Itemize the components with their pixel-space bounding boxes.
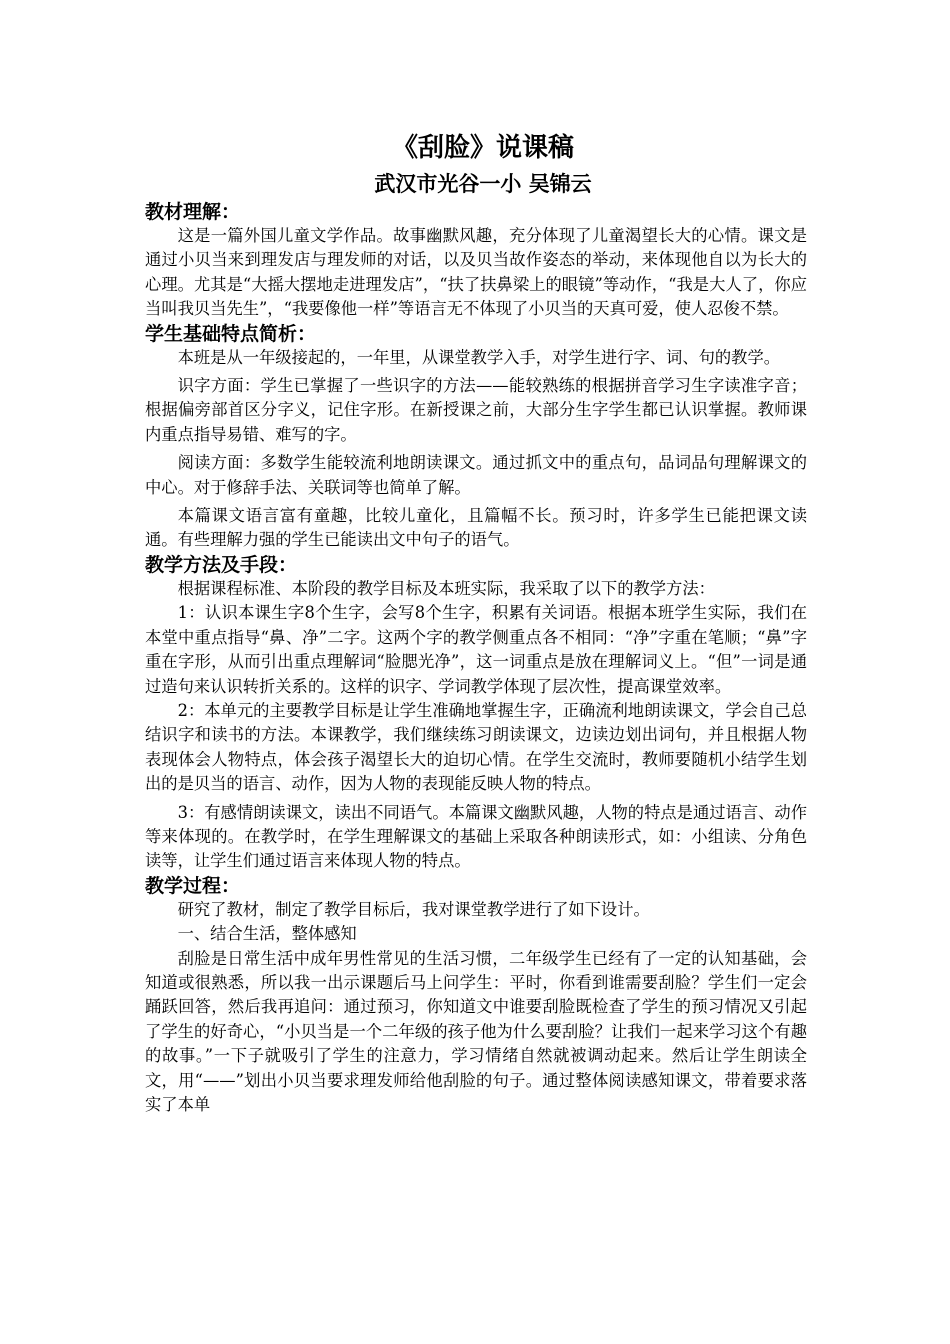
paragraph: 刮脸是日常生活中成年男性常见的生活习惯，二年级学生已经有了一定的认知基础，会知道或很熟悉，所以我一出示课题后马上问学生：平时，你看到谁需要刮脸？学生们一定会踊跃回答，然后我再追问：通过预习，你知道文中谁要刮脸既检查了学生的预习情况又引起了学生的好奇心，“小贝当是一个二年级的孩子他为什么要刮脸？让我们一起来学习这个有趣的故事。”一下子就吸引了学生的注意力，学习情绪自然就被调动起来。然后让学生朗读全文，用“——”划出小贝当要求理发师给他刮脸的句子。通过整体阅读感知课文，带着要求落实了本单 — [145, 948, 807, 1114]
document-page — [145, 128, 807, 1117]
paragraph: 1：认识本课生字8个生字，会写8个生字，积累有关词语。根据本班学生实际，我们在本堂中重点指导“鼻、净”二字。这两个字的教学侧重点各不相同：“净”字重在笔顺；“鼻”字重在字形，从而引出重点理解词“脸腮光净”，这一词重点是放在理解词义上。“但”一词是通过造句来认识转折关系的。这样的识字、学词教学体现了层次性，提高课堂效率。 — [145, 603, 807, 696]
paragraph: 一、结合生活，整体感知 — [177, 924, 357, 944]
section-heading-students: 学生基础特点简析： — [145, 322, 317, 345]
document-title: 《刮脸》说课稿 — [391, 133, 574, 163]
paragraph: 2：本单元的主要教学目标是让学生准确地掌握生字，正确流利地朗读课文，学会自己总结识字和读书的方法。本课教学，我们继续练习朗读课文，边读边划出词句，并且根据人物表现体会人物特点，体会孩子渴望长大的迫切心情。在学生交流时，教师要随机小结学生划出的是贝当的语言、动作，因为人物的表现能反映人物的特点。 — [145, 700, 807, 794]
section-heading-process: 教学过程： — [145, 874, 241, 897]
paragraph: 本篇课文语言富有童趣，比较儿童化，且篇幅不长。预习时，许多学生已能把课文读通。有些理解力强的学生已能读出文中句子的语气。 — [145, 506, 807, 550]
paragraph: 识字方面：学生已掌握了一些识字的方法——能较熟练的根据拼音学习生字读准字音；根据偏旁部首区分字义，记住字形。在新授课之前，大部分生字学生都已认识掌握。教师课内重点指导易错、难写的字。 — [145, 376, 807, 444]
paragraph: 本班是从一年级接起的，一年里，从课堂教学入手，对学生进行字、词、句的教学。 — [177, 347, 781, 367]
paragraph: 3：有感情朗读课文，读出不同语气。本篇课文幽默风趣，人物的特点是通过语言、动作等来体现的。在教学时，在学生理解课文的基础上采取各种朗读形式，如：小组读、分角色读等，让学生们通过语言来体现人物的特点。 — [145, 802, 807, 871]
author-line: 武汉市光谷一小 吴锦云 — [374, 172, 592, 196]
paragraph: 研究了教材，制定了教学目标后，我对课堂教学进行了如下设计。 — [177, 899, 650, 919]
section-heading-methods: 教学方法及手段： — [145, 553, 298, 576]
paragraph: 阅读方面：多数学生能较流利地朗读课文。通过抓文中的重点句，品词品句理解课文的中心。对于修辞手法、关联词等也简单了解。 — [145, 453, 807, 497]
paragraph: 根据课程标准、本阶段的教学目标及本班实际，我采取了以下的教学方法： — [177, 578, 715, 598]
section-heading-textbook: 教材理解： — [145, 201, 241, 223]
paragraph: 这是一篇外国儿童文学作品。故事幽默风趣，充分体现了儿童渴望长大的心情。课文是通过小贝当来到理发店与理发师的对话，以及贝当故作姿态的举动，来体现他自以为长大的心理。尤其是“大摇大摆地走进理发店”，“扶了扶鼻梁上的眼镜”等动作，“我是大人了，你应当叫我贝当先生”，“我要像他一样”等语言无不体现了小贝当的天真可爱，使人忍俊不禁。 — [145, 226, 807, 319]
